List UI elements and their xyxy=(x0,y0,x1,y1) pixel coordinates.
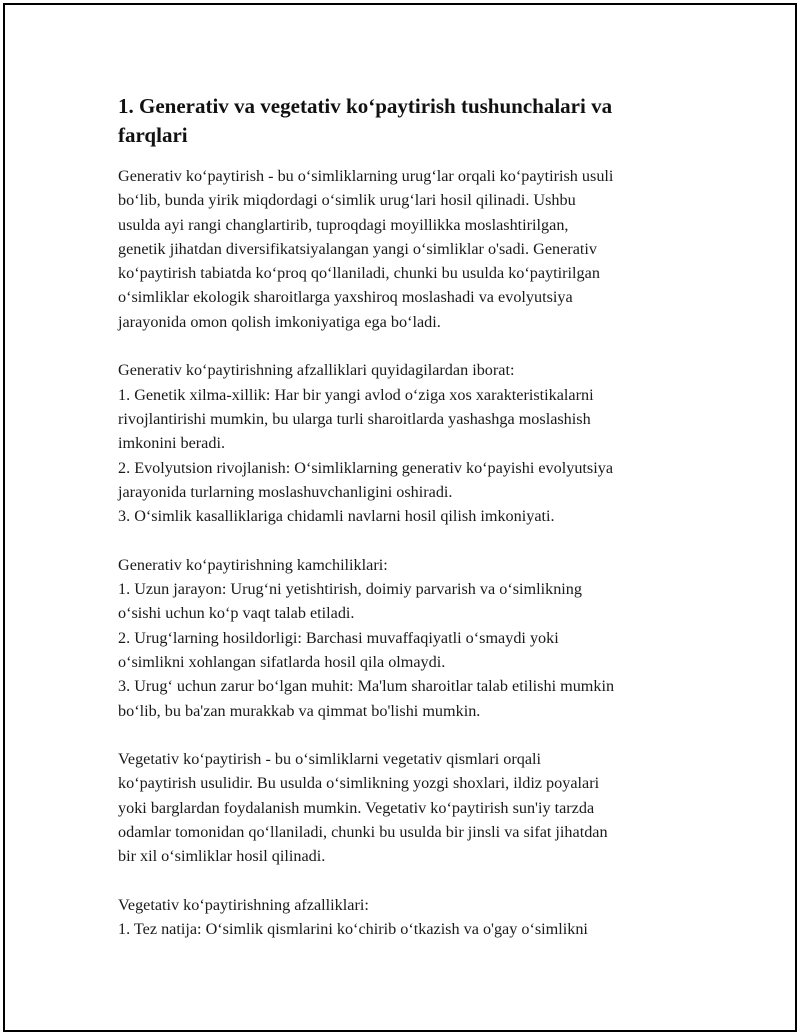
text-line: jarayonida turlarning moslashuvchanligini oshiradi. xyxy=(118,482,453,501)
paragraph-vegetative-definition xyxy=(118,747,693,868)
text-line: Vegetativ ko‘paytirish - bu o‘simliklarni vegetativ qismlari orqali xyxy=(118,750,542,769)
text-line: imkonini beradi. xyxy=(118,434,225,453)
text-line: ko‘paytirish usulidir. Bu usulda o‘simlikning yozgi shoxlari, ildiz poyalari xyxy=(118,774,600,793)
text-line: bo‘lib, bu ba'zan murakkab va qimmat bo'lishi mumkin. xyxy=(118,701,481,720)
text-line: 1. Uzun jarayon: Urug‘ni yetishtirish, doimiy parvarish va o‘simlikning xyxy=(118,580,582,599)
section-heading xyxy=(118,92,693,150)
heading-line: farqlari xyxy=(118,123,188,147)
paragraph-generative-disadvantages xyxy=(118,553,693,723)
text-line: Generativ ko‘paytirish - bu o‘simliklarning urug‘lar orqali ko‘paytirish usuli xyxy=(118,167,614,185)
paragraph-generative-advantages xyxy=(118,358,693,528)
text-line: odamlar tomonidan qo‘llaniladi, chunki bu usulda bir jinsli va sifat jihatdan xyxy=(118,823,608,842)
text-line: 2. Urug‘larning hosildorligi: Barchasi muvaffaqiyatli o‘smaydi yoki xyxy=(118,628,559,647)
paragraph-vegetative-advantages xyxy=(118,893,693,942)
text-line: 3. Urug‘ uchun zarur bo‘lgan muhit: Ma'lum sharoitlar talab etilishi mumkin xyxy=(118,677,615,696)
text-line: Vegetativ ko‘paytirishning afzalliklari: xyxy=(118,895,369,914)
text-line: jarayonida omon qolish imkoniyatiga ega bo‘ladi. xyxy=(118,312,441,331)
text-line: usulda ayi rangi changlartirib, tuproqdagi moyillikka moslashtirilgan, xyxy=(118,215,569,234)
text-line: 2. Evolyutsion rivojlanish: O‘simliklarning generativ ko‘payishi evolyutsiya xyxy=(118,458,613,477)
text-line: Generativ ko‘paytirishning afzalliklari quyidagilardan iborat: xyxy=(118,361,515,380)
text-line: genetik jihatdan diversifikatsiyalangan yangi o‘simliklar o'sadi. Generativ xyxy=(118,239,597,258)
text-line: 1. Genetik xilma-xillik: Har bir yangi avlod o‘ziga xos xarakteristikalarni xyxy=(118,385,594,404)
text-line: 1. Tez natija: O‘simlik qismlarini ko‘chirib o‘tkazish va o'gay o‘simlikni xyxy=(118,920,588,939)
paragraph-generative-definition xyxy=(118,164,693,334)
text-line: 3. O‘simlik kasalliklariga chidamli navlarni hosil qilish imkoniyati. xyxy=(118,507,555,526)
text-line: yoki barglardan foydalanish mumkin. Vegetativ ko‘paytirish sun'iy tarzda xyxy=(118,798,595,817)
text-line: ko‘paytirish tabiatda ko‘proq qo‘llaniladi, chunki bu usulda ko‘paytirilgan xyxy=(118,264,600,283)
text-line: o‘simlikni xohlangan sifatlarda hosil qila olmaydi. xyxy=(118,652,446,671)
text-line: bo‘lib, bunda yirik miqdordagi o‘simlik urug‘lari hosil qilinadi. Ushbu xyxy=(118,191,576,210)
text-line: o‘simliklar ekologik sharoitlarga yaxshiroq moslashadi va evolyutsiya xyxy=(118,288,573,307)
heading-line: 1. Generativ va vegetativ ko‘paytirish tushunchalari va xyxy=(118,94,613,118)
document-body xyxy=(118,92,693,966)
text-line: o‘sishi uchun ko‘p vaqt talab etiladi. xyxy=(118,604,355,623)
text-line: rivojlantirishi mumkin, bu ularga turli sharoitlarda yashashga moslashish xyxy=(118,409,591,428)
text-line: bir xil o‘simliklar hosil qilinadi. xyxy=(118,847,326,866)
text-line: Generativ ko‘paytirishning kamchiliklari: xyxy=(118,555,388,574)
